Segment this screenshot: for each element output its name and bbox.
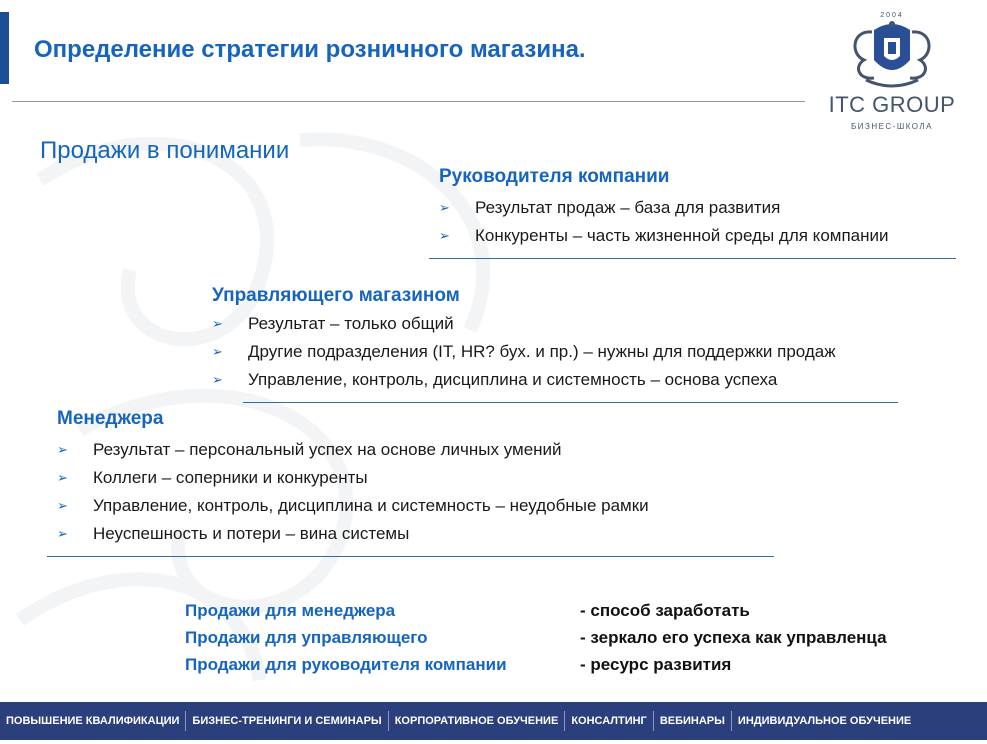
arrow-bullet-icon: ➢ — [57, 526, 68, 541]
footer-item-corporate[interactable]: КОРПОРАТИВНОЕ ОБУЧЕНИЕ — [394, 715, 559, 727]
summary-value: - ресурс развития — [580, 655, 732, 674]
list-item — [212, 366, 898, 394]
list-item — [212, 310, 898, 338]
logo-year: 2004 — [880, 12, 904, 19]
list-item — [57, 520, 774, 548]
summary-block — [185, 597, 887, 678]
title-accent-bar — [0, 12, 9, 84]
crest-logo-icon — [844, 8, 940, 94]
list-item-text: Конкуренты – часть жизненной среды для компании — [475, 226, 889, 245]
list-item — [439, 194, 956, 222]
arrow-bullet-icon: ➢ — [212, 372, 223, 387]
list-item-text: Неуспешность и потери – вина системы — [93, 524, 410, 543]
list-item — [212, 338, 898, 366]
title-divider — [12, 101, 805, 102]
section-divider — [429, 258, 956, 259]
footer-item-trainings[interactable]: БИЗНЕС-ТРЕНИНГИ И СЕМИНАРЫ — [192, 715, 382, 727]
section-ceo — [439, 166, 956, 259]
summary-row — [185, 624, 887, 651]
section-heading: Руководителя компании — [439, 166, 670, 187]
arrow-bullet-icon: ➢ — [57, 498, 68, 513]
section-heading: Менеджера — [57, 408, 164, 429]
list-item-text: Коллеги – соперники и конкуренты — [93, 468, 368, 487]
list-item-text: Результат продаж – база для развития — [475, 198, 781, 217]
list-item-text: Управление, контроль, дисциплина и системность – неудобные рамки — [93, 496, 649, 515]
arrow-bullet-icon: ➢ — [212, 344, 223, 359]
arrow-bullet-icon: ➢ — [212, 316, 223, 331]
logo-name: ITC GROUP — [828, 92, 956, 117]
list-item-text: Управление, контроль, дисциплина и системность – основа успеха — [248, 370, 778, 389]
footer-item-webinars[interactable]: ВЕБИНАРЫ — [659, 715, 725, 727]
logo-subtitle: БИЗНЕС-ШКОЛА — [850, 122, 933, 131]
summary-value: - зеркало его успеха как управленца — [580, 628, 887, 647]
summary-label: Продажи для руководителя компании — [185, 655, 507, 674]
summary-value: - способ заработать — [580, 601, 750, 620]
section-heading: Управляющего магазином — [212, 285, 460, 306]
arrow-bullet-icon: ➢ — [439, 200, 450, 215]
list-item — [439, 222, 956, 250]
arrow-bullet-icon: ➢ — [439, 228, 450, 243]
footer-bar — [0, 702, 987, 740]
slide-subtitle: Продажи в понимании — [40, 137, 290, 164]
company-logo — [826, 8, 958, 136]
list-item-text: Другие подразделения (IT, HR? бух. и пр.) – нужны для поддержки продаж — [248, 342, 836, 361]
section-manager — [57, 408, 774, 557]
arrow-bullet-icon: ➢ — [57, 442, 68, 457]
list-item-text: Результат – персональный успех на основе личных умений — [93, 440, 562, 459]
footer-item-individual[interactable]: ИНДИВИДУАЛЬНОЕ ОБУЧЕНИЕ — [737, 715, 912, 727]
list-item — [57, 492, 774, 520]
summary-label: Продажи для менеджера — [185, 601, 396, 620]
summary-row — [185, 651, 887, 678]
footer-item-qualification[interactable]: ПОВЫШЕНИЕ КВАЛИФИКАЦИИ — [6, 715, 180, 727]
section-store-manager — [212, 285, 898, 403]
section-divider — [47, 556, 774, 557]
footer-item-consulting[interactable]: КОНСАЛТИНГ — [571, 715, 647, 727]
list-item — [57, 436, 774, 464]
summary-row — [185, 597, 887, 624]
summary-label: Продажи для управляющего — [185, 628, 428, 647]
list-item-text: Результат – только общий — [248, 314, 454, 333]
section-divider — [243, 402, 898, 403]
list-item — [57, 464, 774, 492]
slide-title: Определение стратегии розничного магазина. — [34, 36, 586, 63]
arrow-bullet-icon: ➢ — [57, 470, 68, 485]
